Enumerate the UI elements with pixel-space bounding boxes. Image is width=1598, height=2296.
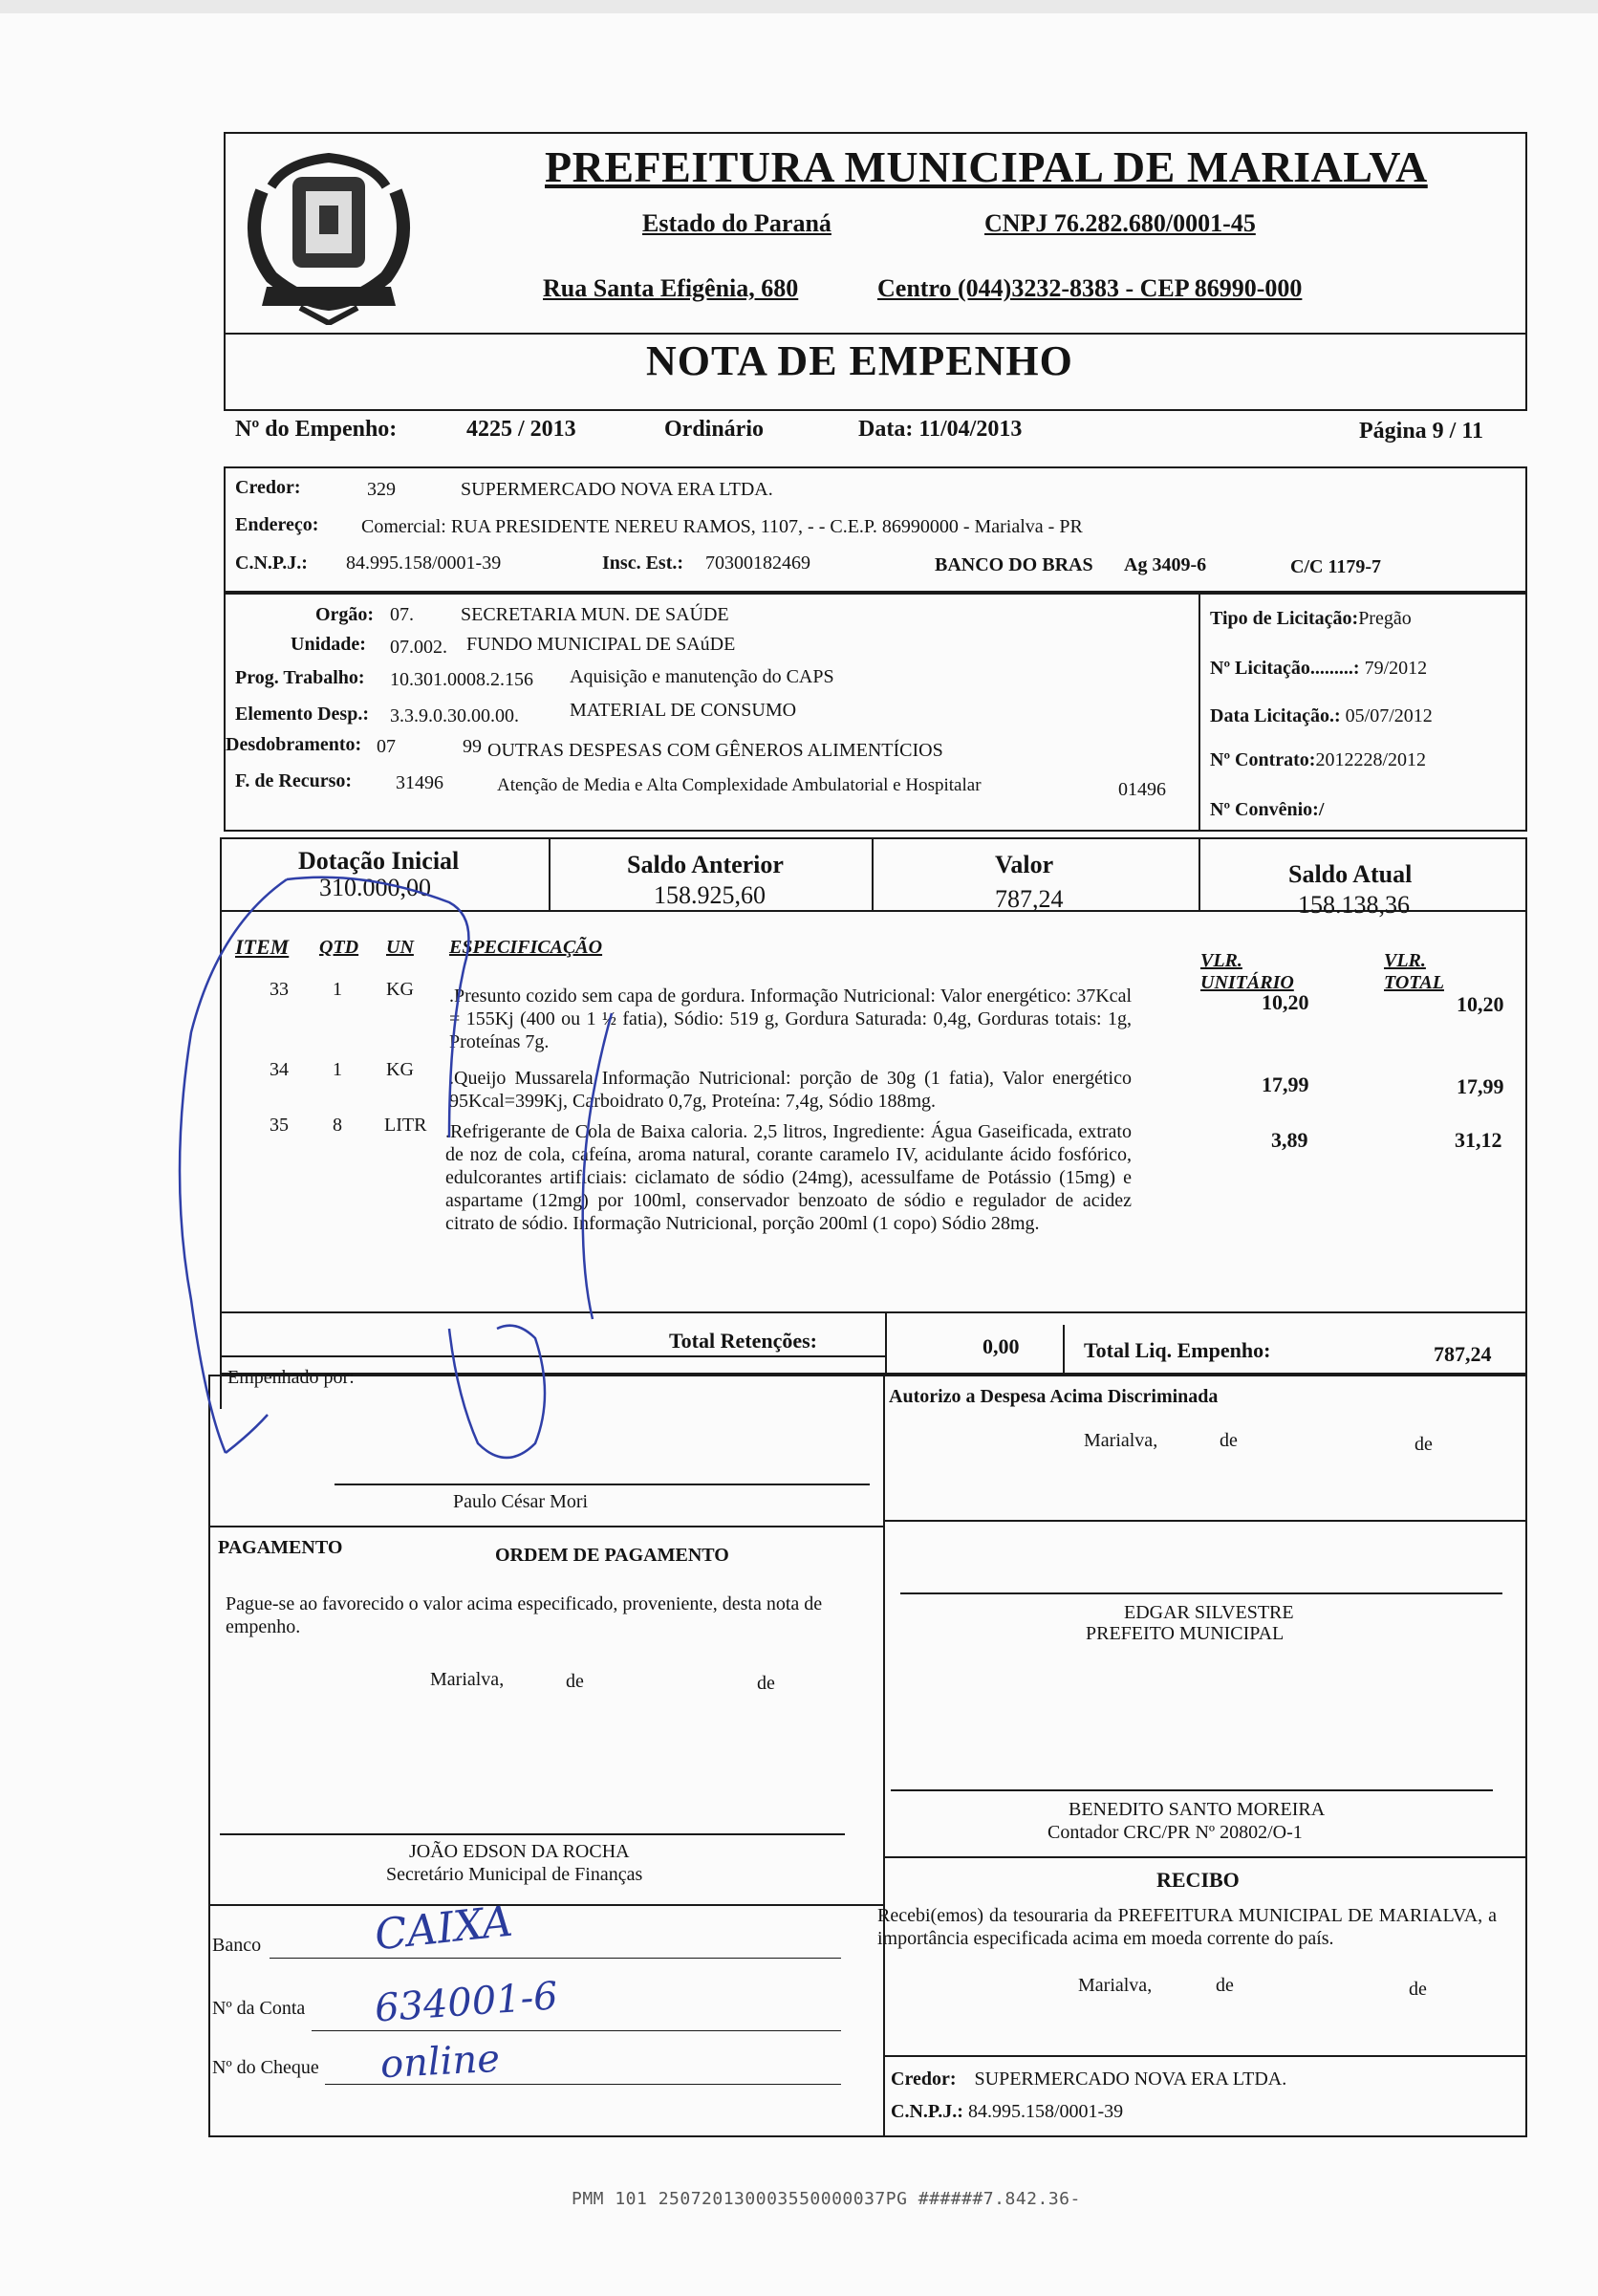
autorizo-de-1: de — [1220, 1430, 1238, 1451]
autorizo-city: Marialva, — [1084, 1430, 1158, 1451]
credor-address-label: Endereço: — [235, 514, 319, 535]
banco-label: Banco — [212, 1935, 262, 1956]
pagamento-de-1: de — [566, 1671, 584, 1692]
item-34-qtd: 1 — [333, 1059, 342, 1080]
recibo-text: Recebi(emos) da tesouraria da PREFEITURA MUNICIPAL DE MARIALVA, a importância especificada acima em moeda corrente do país. — [877, 1905, 1497, 1949]
credor-cnpj: 84.995.158/0001-39 — [346, 552, 502, 574]
licitacao-tipo-value: Pregão — [1358, 608, 1412, 629]
item-33-number: 33 — [270, 979, 289, 1000]
ordem-pagamento-title: ORDEM DE PAGAMENTO — [495, 1545, 729, 1566]
credor-cnpj-label: C.N.P.J.: — [235, 552, 308, 574]
elem-name: MATERIAL DE CONSUMO — [570, 700, 797, 721]
desd-label: Desdobramento: — [226, 734, 362, 755]
item-35-un: LITR — [384, 1115, 427, 1136]
rec-label: F. de Recurso: — [235, 770, 353, 791]
saldo-atual-label: Saldo Atual — [1288, 860, 1413, 888]
elem-code: 3.3.9.0.30.00.00. — [390, 705, 519, 726]
licitacao-contrato-label: Nº Contrato: — [1210, 749, 1316, 770]
item-35-spec: .Refrigerante de Cola de Baixa caloria. 2,5 litros, Ingrediente: Água Gaseificada, extrato de noz de cola, cafeína, aroma natural, corante caramelo IV, acidulante ácido fosfórico, edulcorantes artificiais: ciclamato de sódio (24mg), acessulfame de Potássio (15mg) e aspartame (12mg) por 100ml, conservador benzoato de sódio e regulador de acidez citrato de sódio. Informação Nutricional, porção 200ml (1 copo) Sódio 28mg. — [445, 1121, 1132, 1234]
banco-handwritten: CAIXA — [372, 1896, 515, 1960]
licitacao-data-label: Data Licitação.: — [1210, 705, 1341, 726]
licitacao-num-label: Nº Licitação.........: — [1210, 658, 1360, 679]
secretario-title: Secretário Municipal de Finanças — [386, 1864, 643, 1885]
col-qtd-header: QTD — [319, 937, 359, 958]
saldo-anterior-label: Saldo Anterior — [627, 851, 784, 878]
cheque-label: Nº do Cheque — [212, 2057, 319, 2078]
rec-code: 31496 — [396, 772, 443, 793]
item-33-total: 10,20 — [1457, 992, 1504, 1016]
rec-code2: 01496 — [1118, 779, 1166, 800]
credor-code: 329 — [367, 479, 396, 500]
conta-handwritten: 634001-6 — [373, 1974, 560, 2031]
prog-code: 10.301.0008.2.156 — [390, 669, 533, 690]
prefeito-title: PREFEITO MUNICIPAL — [1086, 1623, 1285, 1644]
desd-code2: 99 — [463, 736, 482, 757]
empenhado-label: Empenhado por: — [227, 1367, 355, 1388]
orgao-name: SECRETARIA MUN. DE SAÚDE — [461, 604, 729, 625]
desd-name: OUTRAS DESPESAS COM GÊNEROS ALIMENTÍCIOS — [487, 740, 943, 761]
credor-insc: 70300182469 — [705, 552, 810, 574]
recibo-de-2: de — [1409, 1979, 1427, 2000]
valor-value: 787,24 — [995, 885, 1064, 913]
recibo-cnpj-label: C.N.P.J.: — [891, 2101, 963, 2122]
recibo-credor-name: SUPERMERCADO NOVA ERA LTDA. — [974, 2069, 1287, 2090]
total-liq-value: 787,24 — [1434, 1342, 1492, 1366]
item-35-total: 31,12 — [1455, 1128, 1502, 1152]
item-35-unit-price: 3,89 — [1271, 1128, 1308, 1152]
dotacao-value: 310.000,00 — [319, 874, 431, 901]
col-unit-header: VLR. UNITÁRIO — [1200, 950, 1294, 993]
unidade-code: 07.002. — [390, 637, 447, 658]
pagamento-de-2: de — [757, 1673, 775, 1694]
desd-code1: 07 — [377, 736, 396, 757]
licitacao-data-value: 05/07/2012 — [1345, 705, 1433, 726]
secretario-name: JOÃO EDSON DA ROCHA — [409, 1841, 630, 1862]
empenho-number-label: Nº do Empenho: — [235, 417, 398, 442]
credor-address: Comercial: RUA PRESIDENTE NEREU RAMOS, 1107, - - C.E.P. 86990000 - Marialva - PR — [361, 516, 1083, 537]
recibo-credor-label: Credor: — [891, 2069, 957, 2090]
prog-name: Aquisição e manutenção do CAPS — [570, 666, 834, 687]
col-item-header: ITEM — [235, 935, 290, 959]
header-state: Estado do Paraná — [642, 209, 831, 237]
recibo-cnpj-value: 84.995.158/0001-39 — [967, 2101, 1124, 2122]
item-33-unit-price: 10,20 — [1262, 990, 1309, 1014]
saldo-atual-value: 158.138,36 — [1298, 891, 1410, 919]
orgao-label: Orgão: — [315, 604, 375, 625]
item-34-unit-price: 17,99 — [1262, 1072, 1309, 1096]
item-34-spec: .Queijo Mussarela Informação Nutricional: porção de 30g (1 fatia), Valor energético 95Kcal=399Kj, Carboidrato 0,7g, Proteína: 7,4g, Sódio 188mg. — [449, 1068, 1132, 1112]
valor-label: Valor — [995, 851, 1054, 878]
pagamento-city: Marialva, — [430, 1669, 505, 1690]
empenho-page: Página 9 / 11 — [1359, 419, 1484, 444]
empenho-number: 4225 / 2013 — [466, 417, 576, 442]
col-spec-header: ESPECIFICAÇÃO — [449, 937, 603, 958]
item-33-spec: .Presunto cozido sem capa de gordura. Informação Nutricional: Valor energético: 37Kcal = 155Kj (400 ou 1 ½ fatia), Sódio: 519 g, Gordura Saturada: 0,4g, Gorduras totais: 1g, Proteínas 7g. — [449, 986, 1132, 1052]
item-35-qtd: 8 — [333, 1115, 342, 1136]
pagamento-label: PAGAMENTO — [218, 1537, 343, 1558]
licitacao-num-value: 79/2012 — [1364, 658, 1428, 679]
contador-name: BENEDITO SANTO MOREIRA — [1069, 1799, 1326, 1820]
recibo-de-1: de — [1216, 1975, 1234, 1996]
elem-label: Elemento Desp.: — [235, 704, 369, 725]
total-retencoes-value: 0,00 — [983, 1334, 1020, 1358]
header-title: PREFEITURA MUNICIPAL DE MARIALVA — [545, 142, 1428, 191]
credor-agency: Ag 3409-6 — [1124, 554, 1207, 575]
saldo-anterior-value: 158.925,60 — [654, 881, 766, 909]
unidade-label: Unidade: — [291, 634, 366, 655]
header-district: Centro (044)3232-8383 - CEP 86990-000 — [877, 274, 1303, 302]
contador-title: Contador CRC/PR Nº 20802/O-1 — [1047, 1822, 1303, 1843]
empenho-type: Ordinário — [664, 417, 765, 442]
empenhado-name: Paulo César Mori — [453, 1491, 589, 1512]
recibo-city: Marialva, — [1078, 1975, 1153, 1996]
col-un-header: UN — [386, 937, 414, 958]
item-35-number: 35 — [270, 1115, 289, 1136]
prefeito-name: EDGAR SILVESTRE — [1124, 1602, 1294, 1623]
document-title: NOTA DE EMPENHO — [646, 337, 1073, 384]
col-total-header: VLR. TOTAL — [1384, 950, 1444, 993]
total-retencoes-label: Total Retenções: — [669, 1329, 817, 1353]
autorizo-de-2: de — [1414, 1434, 1433, 1455]
credor-account: C/C 1179-7 — [1290, 556, 1381, 577]
credor-label: Credor: — [235, 477, 301, 498]
conta-label: Nº da Conta — [212, 1998, 306, 2019]
licitacao-contrato-value: 2012228/2012 — [1315, 749, 1427, 770]
credor-name: SUPERMERCADO NOVA ERA LTDA. — [461, 479, 773, 500]
item-33-qtd: 1 — [333, 979, 342, 1000]
header-address: Rua Santa Efigênia, 680 — [543, 274, 799, 302]
footer-code: PMM 101 250720130003550000037PG ######7.842.36- — [572, 2189, 1081, 2209]
unidade-name: FUNDO MUNICIPAL DE SAúDE — [466, 634, 736, 655]
item-33-un: KG — [386, 979, 414, 1000]
licitacao-convenio: Nº Convênio:/ — [1210, 799, 1325, 820]
total-liq-label: Total Liq. Empenho: — [1084, 1338, 1271, 1362]
item-34-total: 17,99 — [1457, 1074, 1504, 1098]
pagamento-text: Pague-se ao favorecido o valor acima especificado, proveniente, desta nota de empenho. — [226, 1593, 823, 1637]
orgao-code: 07. — [390, 604, 414, 625]
credor-insc-label: Insc. Est.: — [602, 552, 684, 574]
rec-name: Atenção de Media e Alta Complexidade Ambulatorial e Hospitalar — [497, 775, 982, 795]
item-34-un: KG — [386, 1059, 414, 1080]
header-cnpj: CNPJ 76.282.680/0001-45 — [984, 209, 1256, 237]
cheque-handwritten: online — [378, 2036, 501, 2088]
recibo-title: RECIBO — [1156, 1868, 1240, 1892]
licitacao-tipo-label: Tipo de Licitação: — [1210, 608, 1359, 629]
dotacao-label: Dotação Inicial — [298, 847, 460, 875]
prog-label: Prog. Trabalho: — [235, 667, 365, 688]
credor-bank: BANCO DO BRAS — [935, 554, 1093, 575]
empenho-date: Data: 11/04/2013 — [858, 417, 1023, 442]
autorizo-text: Autorizo a Despesa Acima Discriminada — [889, 1386, 1219, 1407]
item-34-number: 34 — [270, 1059, 289, 1080]
